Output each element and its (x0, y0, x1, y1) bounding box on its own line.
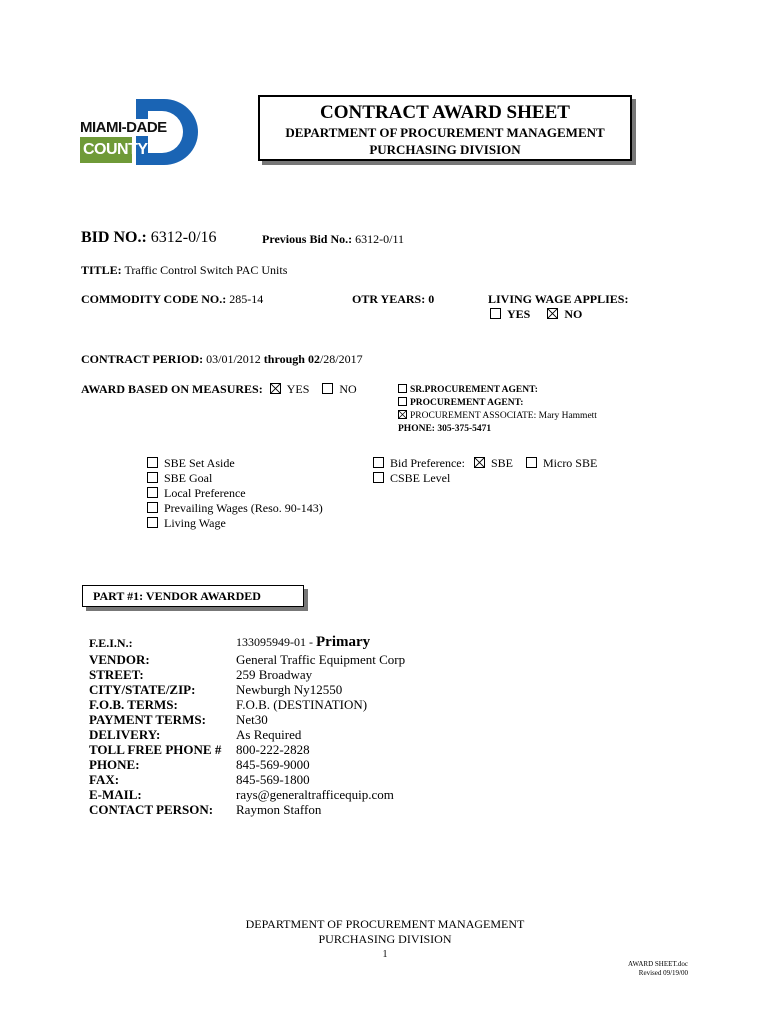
living-wage-options: YES NO (490, 307, 582, 322)
vendor-row: VENDOR: General Traffic Equipment Corp (89, 652, 406, 667)
bid-preference-checkbox[interactable] (373, 457, 384, 468)
vendor-row: CONTACT PERSON: Raymon Staffon (89, 802, 322, 817)
living-wage-no-checkbox[interactable] (547, 308, 558, 319)
award-measures-no-checkbox[interactable] (322, 383, 333, 394)
bid-number: BID NO.: 6312-0/16 (81, 229, 217, 246)
measure-checkbox[interactable] (147, 487, 158, 498)
title-box (258, 95, 632, 161)
agent-phone: PHONE: 305-375-5471 (398, 424, 492, 434)
part1-header: PART #1: VENDOR AWARDED (82, 585, 304, 607)
associate: PROCUREMENT ASSOCIATE: Mary Hammett (398, 410, 597, 423)
vendor-row: CITY/STATE/ZIP: Newburgh Ny12550 (89, 682, 343, 697)
measure-item: Living Wage (147, 516, 323, 531)
csbe-row: CSBE Level (373, 471, 597, 486)
logo-line1: MIAMI-DADE (80, 119, 167, 136)
measure-checkbox[interactable] (147, 502, 158, 513)
footer-dept: DEPARTMENT OF PROCUREMENT MANAGEMENT (245, 917, 525, 931)
measure-item: SBE Set Aside (147, 456, 323, 471)
award-measures-yes-checkbox[interactable] (270, 383, 281, 394)
vendor-row: FAX: 845-569-1800 (89, 772, 310, 787)
vendor-row: F.O.B. TERMS: F.O.B. (DESTINATION) (89, 697, 368, 712)
agent-checkbox[interactable] (398, 397, 407, 406)
title-line: TITLE: Traffic Control Switch PAC Units (81, 263, 288, 277)
previous-bid: Previous Bid No.: 6312-0/11 (262, 232, 405, 246)
contract-period: CONTRACT PERIOD: 03/01/2012 through 02/28/2017 (81, 352, 363, 366)
associate-checkbox[interactable] (398, 410, 407, 419)
otr-years: OTR YEARS: 0 (352, 292, 435, 306)
footer-block (200, 917, 570, 962)
county-logo (80, 97, 198, 167)
measure-item: Local Preference (147, 486, 323, 501)
sr-agent: SR.PROCUREMENT AGENT: (398, 384, 597, 397)
vendor-row: PAYMENT TERMS: Net30 (89, 712, 268, 727)
vendor-table (89, 652, 405, 817)
revised-date: Revised 09/19/00 (638, 969, 688, 977)
vendor-row: STREET: 259 Broadway (89, 667, 313, 682)
page-number: 1 (382, 949, 388, 960)
division-name: PURCHASING DIVISION (369, 142, 521, 157)
bid-preference-row: Bid Preference: SBE Micro SBE (373, 456, 597, 471)
agents-block (398, 384, 597, 436)
dept-name: DEPARTMENT OF PROCUREMENT MANAGEMENT (285, 125, 605, 140)
living-wage-label: LIVING WAGE APPLIES: (488, 292, 629, 306)
commodity-code: COMMODITY CODE NO.: 285-14 (81, 292, 264, 306)
measure-item: SBE Goal (147, 471, 323, 486)
agent: PROCUREMENT AGENT: (398, 397, 597, 410)
measures-left (147, 456, 323, 531)
vendor-row: E-MAIL: rays@generaltrafficequip.com (89, 787, 394, 802)
measures-right (373, 456, 597, 486)
fein-label: F.E.I.N.: (89, 636, 133, 650)
csbe-checkbox[interactable] (373, 472, 384, 483)
file-name: AWARD SHEET.doc (628, 960, 688, 968)
doc-title: CONTRACT AWARD SHEET (320, 102, 570, 123)
measure-item: Prevailing Wages (Reso. 90-143) (147, 501, 323, 516)
measure-checkbox[interactable] (147, 472, 158, 483)
micro-sbe-checkbox[interactable] (526, 457, 537, 468)
fein-value: 133095949-01 - Primary (236, 634, 371, 650)
living-wage-yes-checkbox[interactable] (490, 308, 501, 319)
footer-division: PURCHASING DIVISION (318, 932, 452, 946)
vendor-row: TOLL FREE PHONE # 800-222-2828 (89, 742, 310, 757)
sbe-checkbox[interactable] (474, 457, 485, 468)
vendor-row: DELIVERY: As Required (89, 727, 302, 742)
logo-line2: COUNTY (83, 141, 148, 158)
sr-agent-checkbox[interactable] (398, 384, 407, 393)
footer-file-info (600, 960, 688, 978)
measure-checkbox[interactable] (147, 457, 158, 468)
vendor-row: PHONE: 845-569-9000 (89, 757, 310, 772)
measure-checkbox[interactable] (147, 517, 158, 528)
award-measures: AWARD BASED ON MEASURES: YES NO (81, 382, 357, 396)
